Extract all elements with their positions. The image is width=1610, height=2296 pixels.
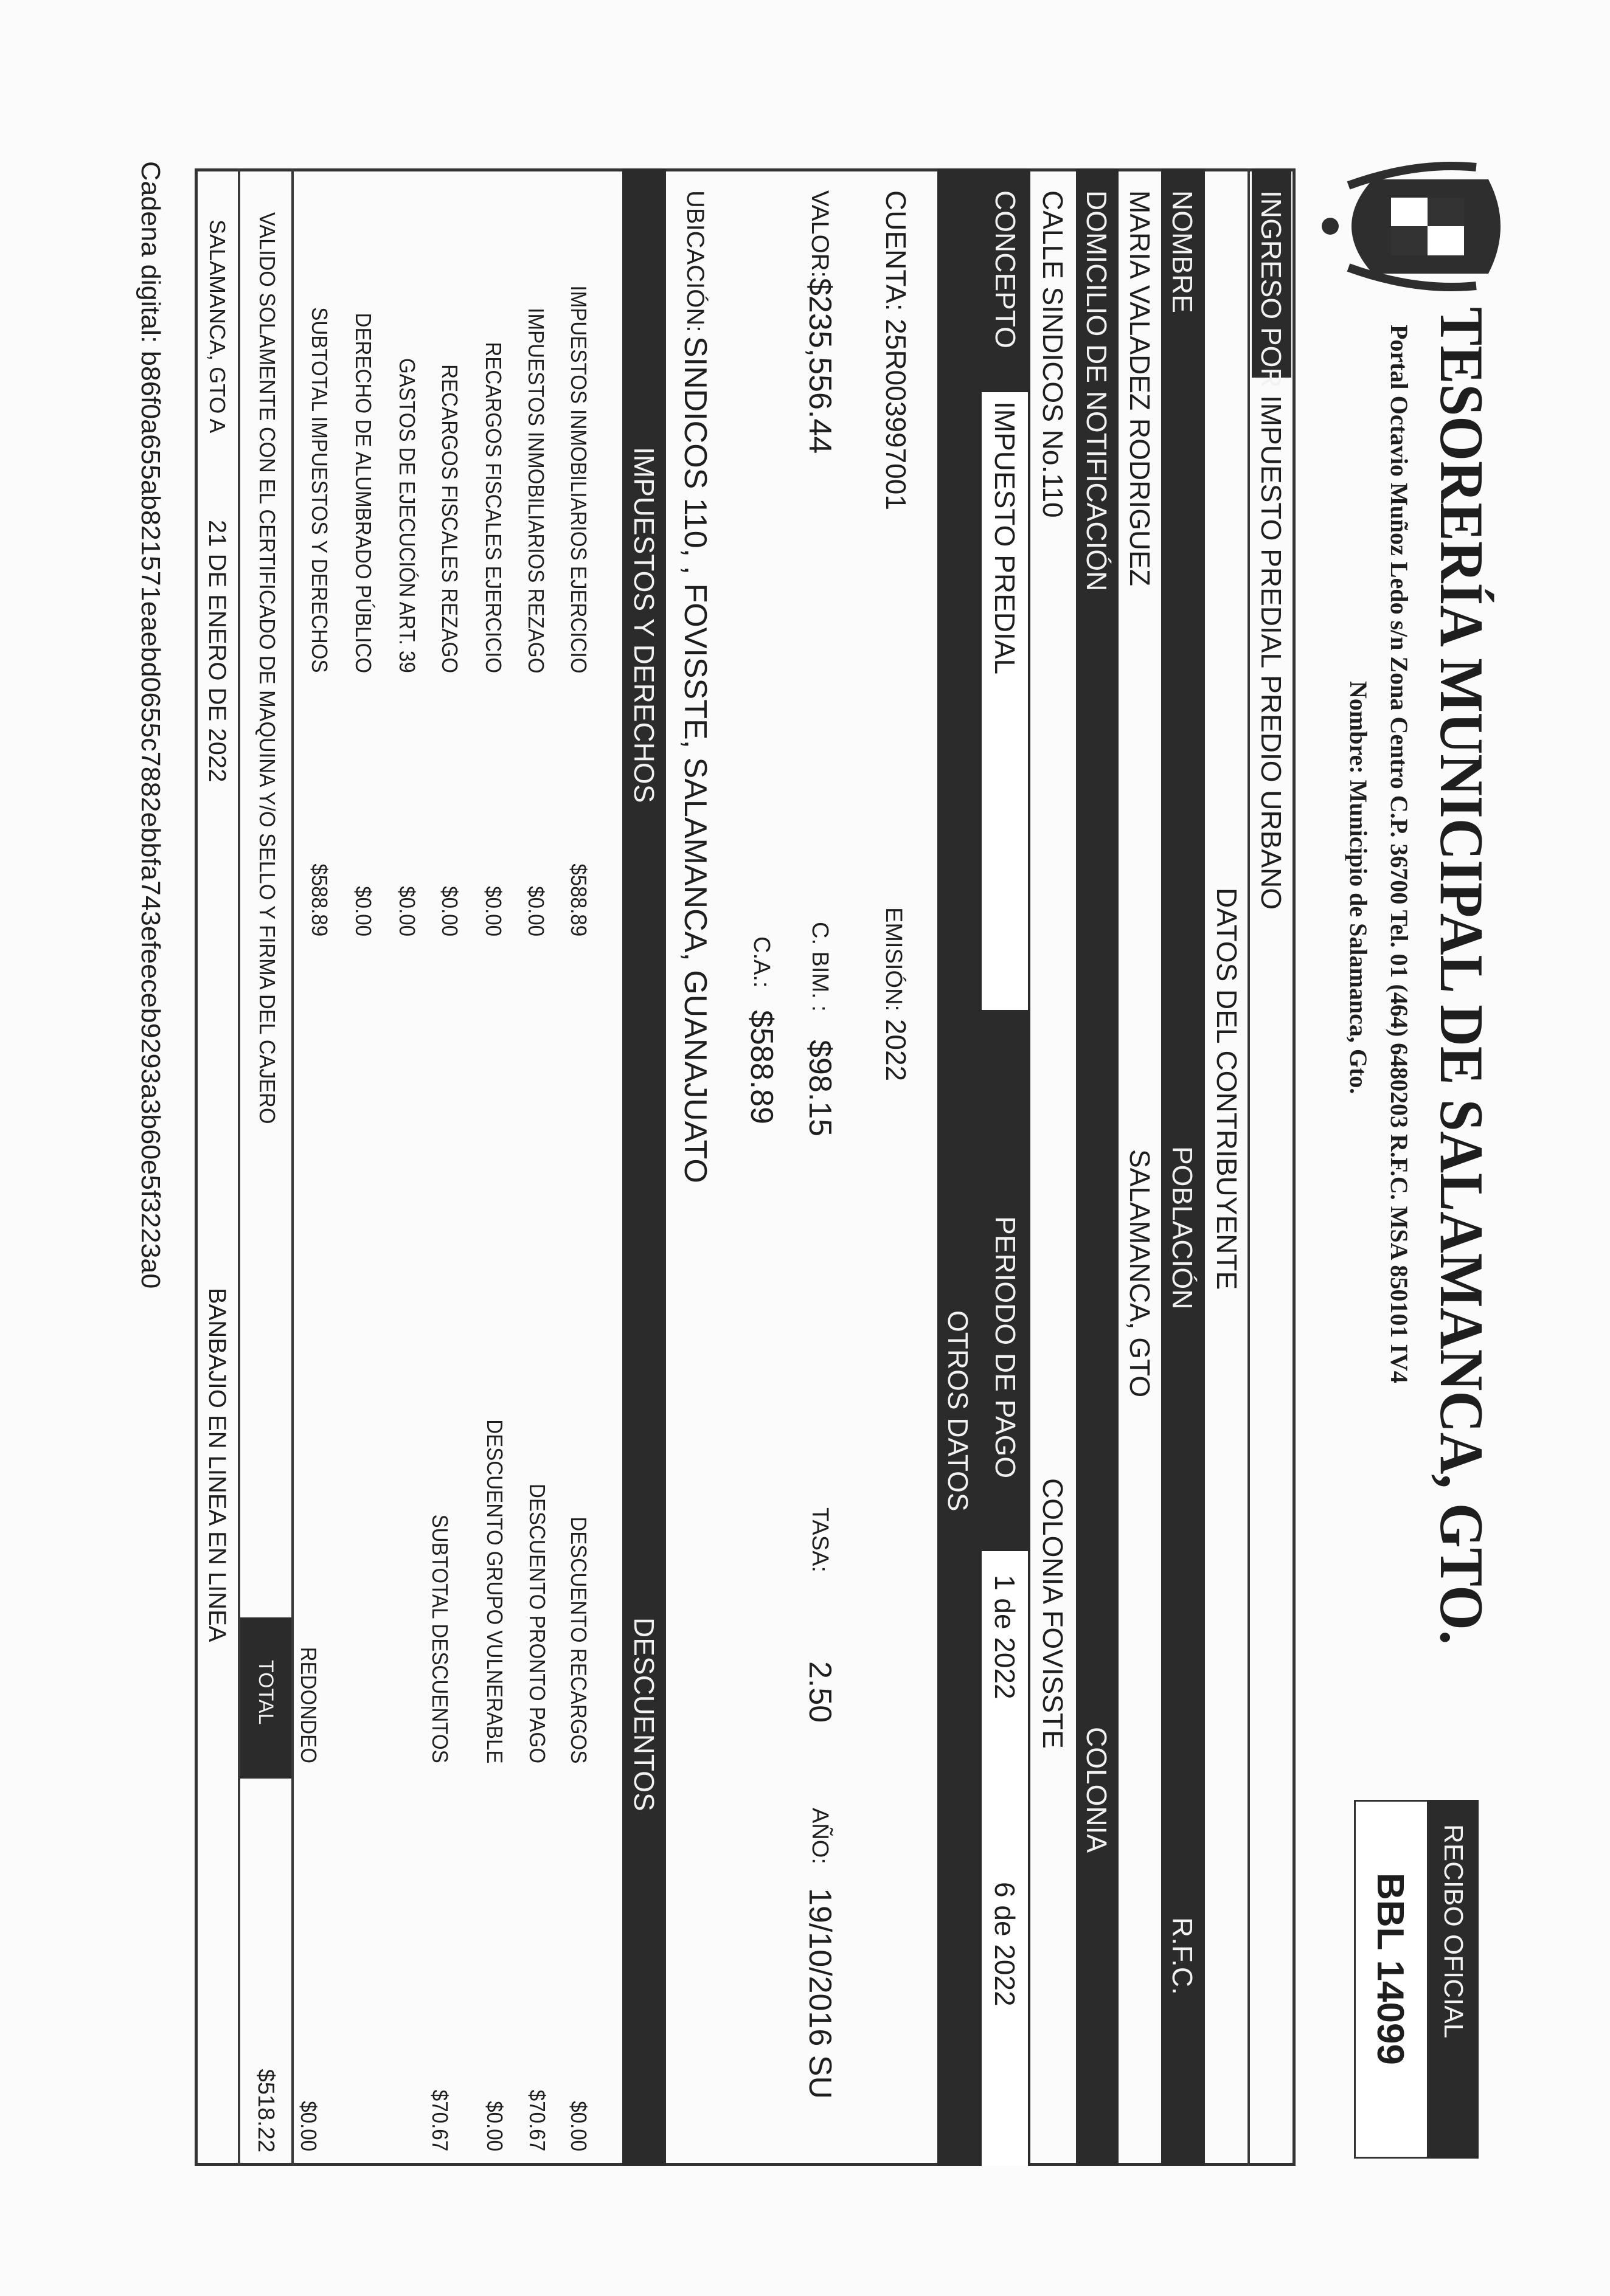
banco: BANBAJIO EN LINEA EN LINEA — [204, 1288, 231, 1642]
cbim-label: C. BIM. : — [807, 922, 833, 1012]
domicilio-label: DOMICILIO DE NOTIFICACIÓN — [1081, 190, 1112, 592]
header-title: TESORERÍA MUNICIPAL DE SALAMANCA, GTO. — [1427, 307, 1496, 1645]
otros-datos-title: OTROS DATOS — [942, 1310, 974, 1512]
concepto-value: IMPUESTO PREDIAL — [989, 401, 1021, 675]
impuesto-item-label: SUBTOTAL IMPUESTOS Y DERECHOS — [307, 307, 332, 673]
descuento-item-label: DESCUENTO RECARGOS — [566, 1516, 591, 1763]
impuesto-item-value: $0.00 — [351, 886, 376, 936]
divider — [1247, 168, 1250, 2166]
descuento-item-value: $70.67 — [525, 2089, 550, 2151]
tasa-label: TASA: — [807, 1507, 833, 1572]
colonia-label: COLONIA — [1081, 1727, 1112, 1853]
nombre-label: NOMBRE — [1167, 190, 1198, 313]
municipal-crest-logo — [1318, 161, 1513, 292]
colonia-value: COLONIA FOVISSTE — [1037, 1478, 1069, 1749]
receipt-number: BBL 14099 — [1369, 1873, 1411, 2065]
descuento-item-label: DESCUENTO PRONTO PAGO — [525, 1483, 550, 1763]
poblacion-label: POBLACIÓN — [1167, 1146, 1198, 1310]
impuesto-item-label: GASTOS DE EJECUCIÓN ART. 39 — [395, 358, 420, 673]
nombre-value: MARIA VALADEZ RODRIGUEZ — [1124, 190, 1156, 586]
impuesto-item-label: IMPUESTOS INMOBILIARIOS EJERCICIO — [566, 285, 591, 673]
impuesto-item-value: $588.89 — [307, 863, 332, 936]
fecha: 21 DE ENERO DE 2022 — [204, 520, 231, 783]
ca-value: $588.89 — [744, 1010, 779, 1124]
ubicacion-value: SINDICOS 110, , FOVISSTE, SALAMANCA, GUANAJUATO — [678, 336, 713, 1183]
divider — [291, 168, 294, 2166]
emision-value: 2022 — [880, 1018, 912, 1082]
ingreso-label: INGRESO POR — [1255, 190, 1287, 388]
impuesto-item-label: DERECHO DE ALUMBRADO PÚBLICO — [351, 313, 376, 673]
periodo-label: PERIODO DE PAGO — [990, 1216, 1021, 1479]
cuenta-field — [882, 190, 910, 510]
receipt-label: RECIBO OFICIAL — [1438, 1824, 1468, 2039]
descuento-item-label: SUBTOTAL DESCUENTOS — [428, 1514, 453, 1763]
ingreso-value: IMPUESTO PREDIAL PREDIO URBANO — [1255, 395, 1287, 910]
validez-note: VALIDO SOLAMENTE CON EL CERTIFICADO DE MAQUINA Y/O SELLO Y FIRMA DEL CAJERO — [255, 212, 280, 1124]
periodo-hasta: 6 de 2022 — [989, 1882, 1021, 2007]
total-label: TOTAL — [254, 1660, 277, 1725]
anio-value: 19/10/2016 SU — [802, 1888, 838, 2099]
poblacion-value: SALAMANCA, GTO — [1124, 1149, 1156, 1398]
descuento-item-value: $70.67 — [428, 2089, 453, 2151]
ubicacion-label: UBICACIÓN: — [682, 190, 709, 333]
cuenta-label: CUENTA: — [880, 190, 912, 311]
emision-field — [882, 907, 910, 1081]
impuesto-item-label: RECARGOS FISCALES REZAGO — [437, 364, 462, 673]
redondeo-label: REDONDEO — [296, 1647, 321, 1763]
periodo-desde: 1 de 2022 — [989, 1575, 1021, 1700]
descuento-item-value: $0.00 — [566, 2101, 591, 2151]
concepto-label: CONCEPTO — [990, 190, 1021, 348]
descuentos-title: DESCUENTOS — [628, 1617, 660, 1811]
divider — [238, 168, 240, 2166]
emision-label: EMISIÓN: — [881, 907, 906, 1012]
impuesto-item-value: $0.00 — [437, 886, 462, 936]
cadena-digital: Cadena digital: b86f0a655ab821571eaebd0655c7882ebbfa743efeeceb9293a3b60e5f3223a0 — [136, 161, 165, 1289]
valor-value: $235,556.44 — [802, 278, 838, 454]
cuenta-value: 25R003997001 — [880, 319, 912, 510]
descuento-item-label: DESCUENTO GRUPO VULNERABLE — [482, 1419, 507, 1763]
total-value: $518.22 — [253, 2069, 279, 2152]
lugar: SALAMANCA, GTO A — [205, 220, 230, 434]
impuesto-item-label: IMPUESTOS INMOBILIARIOS REZAGO — [524, 307, 549, 673]
redondeo-value: $0.00 — [296, 2101, 321, 2151]
domicilio-value: CALLE SINDICOS No.110 — [1037, 190, 1069, 518]
rfc-label: R.F.C. — [1167, 1917, 1198, 1995]
ca-label: C.A.: — [749, 936, 774, 988]
contribuyente-title: DATOS DEL CONTRIBUYENTE — [1211, 888, 1243, 1290]
impuesto-item-value: $0.00 — [481, 886, 506, 936]
impuesto-item-label: RECARGOS FISCALES EJERCICIO — [481, 342, 506, 673]
impuesto-item-value: $0.00 — [524, 886, 549, 936]
header-nombre: Nombre: Municipio de Salamanca, Gto. — [1345, 681, 1372, 1094]
header-address: Portal Octavio Muñoz Ledo s/n Zona Centro C.P. 36700 Tel. 01 (464) 6480203 R.F.C. MSA 850101 IV4 — [1386, 325, 1413, 1383]
impuestos-title: IMPUESTOS Y DERECHOS — [628, 447, 660, 803]
anio-label: AÑO: — [807, 1808, 833, 1864]
tasa-value: 2.50 — [802, 1661, 838, 1723]
valor-label: VALOR: — [807, 190, 833, 278]
cbim-value: $98.15 — [802, 1040, 838, 1137]
impuesto-item-value: $0.00 — [395, 886, 420, 936]
impuesto-item-value: $588.89 — [566, 863, 591, 936]
descuento-item-value: $0.00 — [482, 2101, 507, 2151]
